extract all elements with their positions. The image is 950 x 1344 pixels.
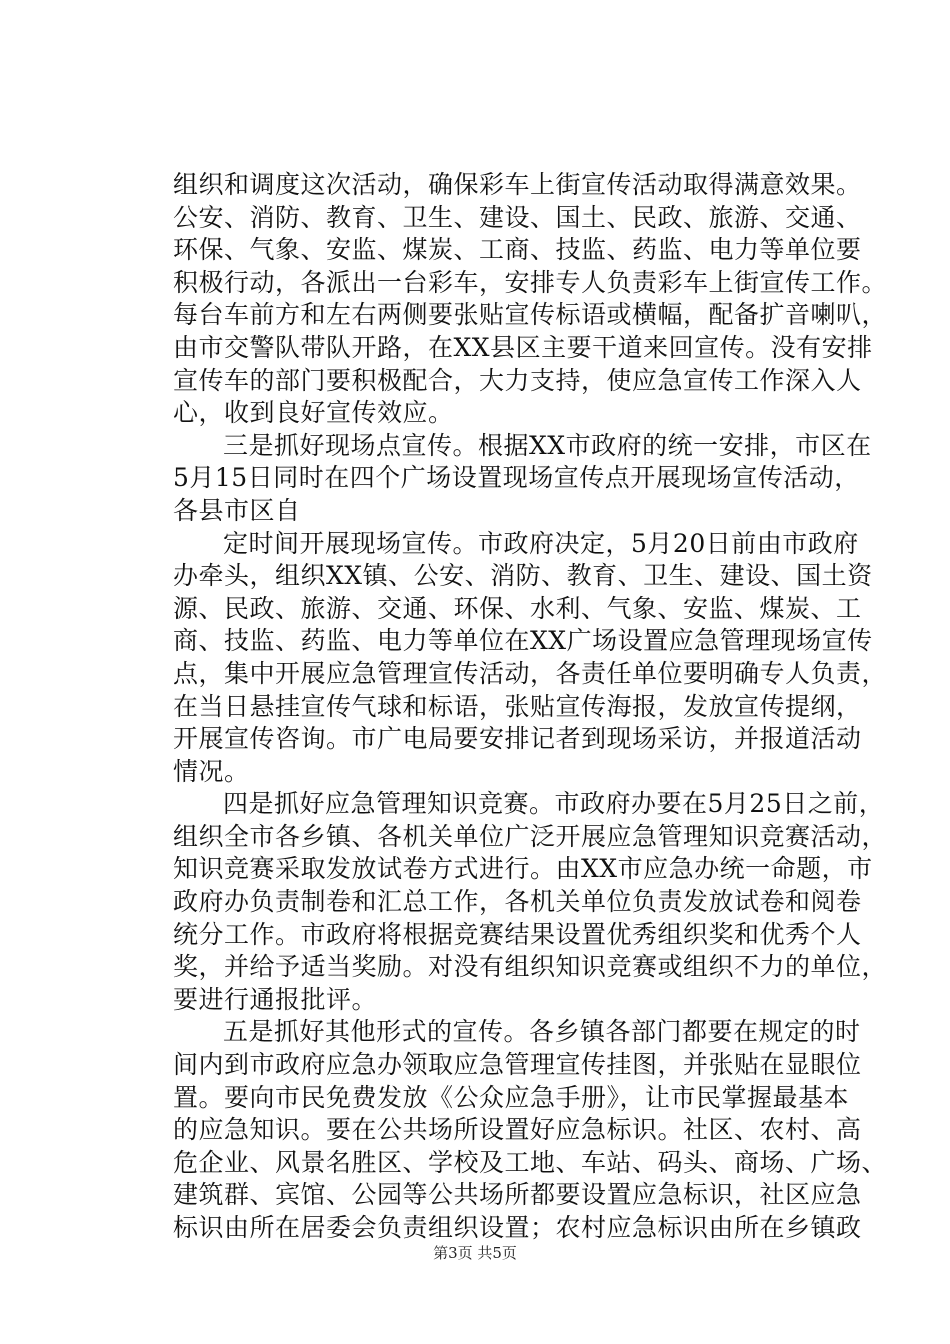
- text-line: 定时间开展现场宣传。市政府决定，5月20日前由市政府: [223, 528, 859, 558]
- text-line: 5月15日同时在四个广场设置现场宣传点开展现场宣传活动，: [173, 463, 860, 493]
- text-line: 危企业、风景名胜区、学校及工地、车站、码头、商场、广场、: [173, 1147, 888, 1177]
- text-line: 间内到市政府应急办领取应急管理宣传挂图，并张贴在显眼位: [173, 1050, 862, 1080]
- text-line: 各县市区自: [173, 495, 301, 525]
- text-line: 商、技监、药监、电力等单位在XX广场设置应急管理现场宣传: [173, 626, 873, 656]
- text-line: 标识由所在居委会负责组织设置；农村应急标识由所在乡镇政: [173, 1213, 862, 1242]
- text-line: 办牵头，组织XX镇、公安、消防、教育、卫生、建设、国土资: [173, 561, 873, 591]
- text-line: 组织全市各乡镇、各机关单位广泛开展应急管理知识竞赛活动，: [173, 821, 888, 851]
- text-line: 每台车前方和左右两侧要张贴宣传标语或横幅，配备扩音喇叭，: [173, 300, 888, 330]
- text-line: 心，收到良好宣传效应。: [173, 398, 454, 428]
- text-line: 置。要向市民免费发放《公众应急手册》，让市民掌握最基本: [173, 1082, 850, 1112]
- text-line: 三是抓好现场点宣传。根据XX市政府的统一安排，市区在: [223, 430, 872, 460]
- text-line: 统分工作。市政府将根据竞赛结果设置优秀组织奖和优秀个人: [173, 919, 862, 949]
- text-line: 环保、气象、安监、煤炭、工商、技监、药监、电力等单位要: [173, 235, 862, 265]
- text-line: 开展宣传咨询。市广电局要安排记者到现场采访，并报道活动: [173, 724, 862, 754]
- text-line: 由市交警队带队开路，在XX县区主要干道来回宣传。没有安排: [173, 332, 873, 362]
- text-line: 组织和调度这次活动，确保彩车上街宣传活动取得满意效果。: [173, 170, 862, 199]
- text-line: 四是抓好应急管理知识竞赛。市政府办要在5月25日之前，: [223, 789, 885, 819]
- text-line: 宣传车的部门要积极配合，大力支持，使应急宣传工作深入人: [173, 365, 862, 395]
- text-line: 的应急知识。要在公共场所设置好应急标识。社区、农村、高: [173, 1115, 862, 1145]
- text-line: 政府办负责制卷和汇总工作，各机关单位负责发放试卷和阅卷: [173, 887, 862, 917]
- page-footer: 第3页 共5页: [433, 1244, 517, 1262]
- text-line: 源、民政、旅游、交通、环保、水利、气象、安监、煤炭、工: [173, 593, 862, 623]
- text-line: 建筑群、宾馆、公园等公共场所都要设置应急标识，社区应急: [173, 1180, 862, 1210]
- text-line: 要进行通报批评。: [173, 984, 378, 1014]
- text-line: 点，集中开展应急管理宣传活动，各责任单位要明确专人负责，: [173, 658, 888, 688]
- text-line: 奖，并给予适当奖励。对没有组织知识竞赛或组织不力的单位，: [173, 952, 888, 982]
- document-body: [173, 169, 888, 1245]
- text-line: 公安、消防、教育、卫生、建设、国土、民政、旅游、交通、: [173, 202, 862, 232]
- text-line: 积极行动，各派出一台彩车，安排专人负责彩车上街宣传工作。: [173, 267, 888, 297]
- text-line: 知识竞赛采取发放试卷方式进行。由XX市应急办统一命题，市: [173, 854, 873, 884]
- text-line: 五是抓好其他形式的宣传。各乡镇各部门都要在规定的时: [223, 1017, 861, 1047]
- text-line: 情况。: [173, 756, 250, 786]
- text-line: 在当日悬挂宣传气球和标语，张贴宣传海报，发放宣传提纲，: [173, 691, 862, 721]
